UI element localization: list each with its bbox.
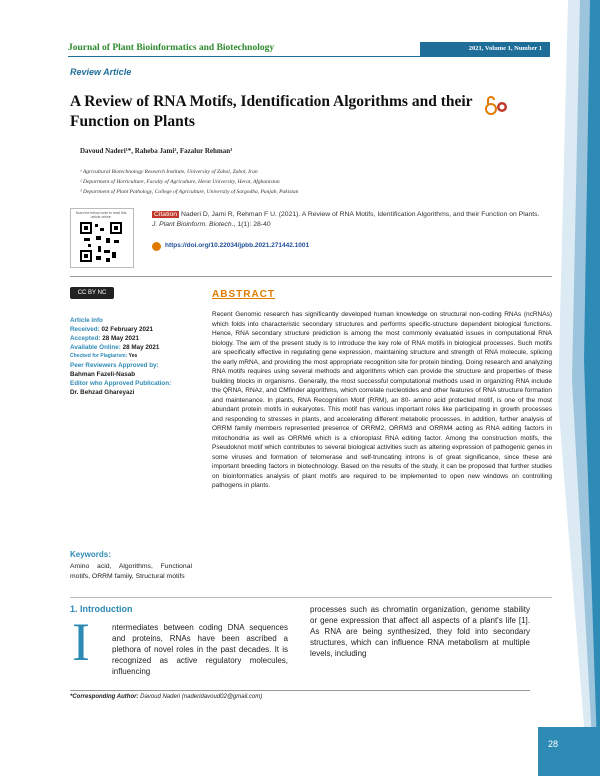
qr-code-icon[interactable] — [80, 222, 122, 262]
keywords-text: Amino acid, Algorithms, Functional motifs, ORRM family, Structural motifs — [70, 563, 192, 580]
corresponding-author — [70, 690, 530, 700]
citation-volume: , 1(1): 28-40 — [233, 221, 271, 228]
citation — [152, 210, 542, 230]
editor-name: Dr. Behzad Ghareyazi — [70, 389, 135, 396]
intro-divider — [70, 597, 552, 598]
article-type: Review Article — [70, 67, 132, 77]
license-badge[interactable]: CC BY NC — [70, 287, 114, 299]
intro-column-1: ntermediates between coding DNA sequences and proteins, RNAs have been ascribed a plethora of novel roles in the past decades. It is recognized as active regulatory molecules, influencing — [112, 623, 288, 676]
affiliation-2: ² Department of Horticulture, Faculty of Agriculture, Herat University, Herat, Afghanistan — [80, 179, 280, 185]
abstract-heading: ABSTRACT — [212, 289, 275, 300]
reviewers-label: Peer Reviewers Approved by: — [70, 362, 159, 369]
authors: Davoud Naderi¹*, Raheba Jami², Fazalur Rehman³ — [80, 147, 233, 155]
affiliation-1: ¹ Agricultural Biotechnology Research Institute, University of Zabol, Zabol, Iran — [80, 169, 258, 175]
corresponding-label: *Corresponding Author: — [70, 694, 139, 700]
issue-badge: 2021, Volume 1, Number 1 — [420, 42, 550, 56]
article-info-heading: Article info — [70, 317, 103, 324]
editor-label: Editor who Approved Publication: — [70, 380, 172, 387]
reviewer-name: Bahman Fazeli-Nasab — [70, 371, 136, 378]
article-title: A Review of RNA Motifs, Identification Algorithms and their Function on Plants — [70, 93, 473, 130]
online-row: Available Online: 28 May 2021 — [70, 344, 160, 351]
section-divider — [70, 276, 552, 277]
intro-column-2: processes such as chromatin organization, genome stability or gene expression that affect all aspects of a plant's life [1]. As RNA are being synthesized, they fold into secondary structures, which can influence RNA metabolism at multiple levels, including — [310, 605, 530, 658]
keywords-heading: Keywords: — [70, 550, 111, 559]
header-rule — [68, 56, 550, 57]
introduction-heading: 1. Introduction — [70, 604, 133, 614]
open-access-icon — [484, 95, 508, 119]
citation-label: Citation — [154, 211, 178, 218]
doi-icon — [152, 242, 161, 251]
doi-link[interactable]: https://doi.org/10.22034/jpbb.2021.271442.1001 — [165, 242, 310, 249]
page-number: 28 — [548, 739, 559, 749]
citation-journal: J. Plant Bioinform. Biotech. — [152, 221, 234, 228]
dropcap-letter: I — [72, 612, 90, 672]
journal-title: Journal of Plant Bioinformatics and Biotechnology — [68, 43, 275, 53]
corresponding-name: Davoud Naderi (naderidavoud02@gmail.com) — [140, 694, 263, 700]
accepted-row: Accepted: 28 May 2021 — [70, 335, 139, 342]
citation-text: Naderi D, Jami R, Rehman F U. (2021). A Review of RNA Motifs, Identification Algorithms, and their Function on Plants. — [180, 211, 540, 218]
affiliation-3: ³ Department of Plant Pathology, College of Agriculture, University of Sargodha, Punjab, Pakistan — [80, 189, 299, 195]
plagiarism-row: Checked for Plagiarism: Yes — [70, 353, 138, 359]
qr-caption: Scan the below code to read this article online — [75, 211, 127, 219]
abstract-text: Recent Genomic research has significantly developed human knowledge on structural non-coding RNAs (ncRNAs) which folds into characteristic secondary structures and performs specific-structure dependent biological functions. Hence, RNA secondary structure prediction is among the most commonly evaluated issues in computational RNA biology. The aim of the present study is to introduce the key role of RNA motifs in biological processes. Such motifs are specifically effective in regulating gene expression, maintaining structure and strength of RNA molecule, splicing the early mRNA, and providing the most appropriate recognition site for protein binding. Doing research and analyzing RNA motifs requires using several methods and algorithms which can provide the structure and properties of these building blocks in organisms. Generally, the most successful computational methods used in organizing RNA include the QRNA, RNAz, and CMfinder algorithms, which correlate nucleotides and other features of RNA structure formation and maintenance. In plants, RNA Recognition Motif (RRM), an 80- amino acid protected motif, is one of the most abundant protein motifs in eukaryotes. This motif has various important roles like participating in growth processes and responding to stresses in plants, and accelerating different metabolic processes. In addition, further analysis of ORRM family members represented presence of ORRM2, ORRM3 and ORRM4 acting as RNA editing factors in mitochondria as well as ORRM6 which is a chloroplast RNA editing factor. Among the construction motifs, the Pseudoknot motif which contributes to several biological activities such as altering expression of pathogenic genes in some viruses and formation of telomerase and self-truncating introns is of great significance, since these are important breeding factors in biotechnology. Based on the results of the study, it can be proposed that further studies on bioinformatics analysis of plant motifs are required to be implemented to open new windows on controlling pathogens in plants. — [212, 311, 552, 489]
received-row: Received: 02 February 2021 — [70, 326, 153, 333]
